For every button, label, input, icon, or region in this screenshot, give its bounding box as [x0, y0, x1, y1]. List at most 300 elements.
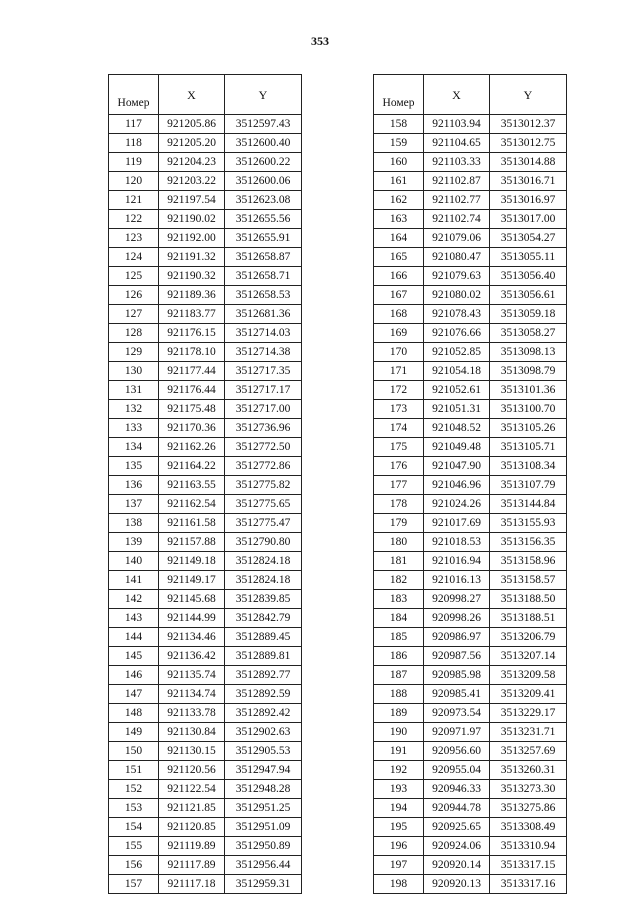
- x-coordinate-cell: 921175.48: [159, 400, 225, 419]
- y-coordinate-cell: 3512889.81: [225, 647, 302, 666]
- x-coordinate-cell: 920998.26: [424, 609, 490, 628]
- number-column-header: Номер: [374, 75, 424, 115]
- x-coordinate-cell: 921164.22: [159, 457, 225, 476]
- table-row: [374, 381, 567, 400]
- y-coordinate-cell: 3513209.41: [490, 685, 567, 704]
- x-coordinate-cell: 921136.42: [159, 647, 225, 666]
- table-row: [374, 191, 567, 210]
- x-coordinate-cell: 920924.06: [424, 837, 490, 856]
- point-number-cell: 117: [109, 115, 159, 134]
- x-coordinate-cell: 921163.55: [159, 476, 225, 495]
- table-row: [109, 837, 302, 856]
- y-coordinate-cell: 3513016.97: [490, 191, 567, 210]
- y-coordinate-cell: 3512623.08: [225, 191, 302, 210]
- table-row: [109, 172, 302, 191]
- x-coordinate-cell: 920998.27: [424, 590, 490, 609]
- table-row: [109, 571, 302, 590]
- point-number-cell: 181: [374, 552, 424, 571]
- table-row: [109, 818, 302, 837]
- x-coordinate-cell: 921078.43: [424, 305, 490, 324]
- x-column-header: X: [424, 75, 490, 115]
- table-row: [374, 419, 567, 438]
- table-row: [109, 438, 302, 457]
- x-coordinate-cell: 921018.53: [424, 533, 490, 552]
- point-number-cell: 198: [374, 875, 424, 894]
- x-coordinate-cell: 921052.61: [424, 381, 490, 400]
- y-coordinate-cell: 3512839.85: [225, 590, 302, 609]
- y-coordinate-cell: 3513144.84: [490, 495, 567, 514]
- x-coordinate-cell: 920987.56: [424, 647, 490, 666]
- point-number-cell: 129: [109, 343, 159, 362]
- table-row: [374, 704, 567, 723]
- x-coordinate-cell: 920920.13: [424, 875, 490, 894]
- y-coordinate-cell: 3513017.00: [490, 210, 567, 229]
- table-row: [374, 609, 567, 628]
- point-number-cell: 171: [374, 362, 424, 381]
- y-coordinate-cell: 3512775.82: [225, 476, 302, 495]
- x-coordinate-cell: 920971.97: [424, 723, 490, 742]
- point-number-cell: 184: [374, 609, 424, 628]
- table-row: [109, 419, 302, 438]
- point-number-cell: 125: [109, 267, 159, 286]
- x-coordinate-cell: 921103.94: [424, 115, 490, 134]
- table-row: [109, 305, 302, 324]
- point-number-cell: 163: [374, 210, 424, 229]
- table-row: [374, 552, 567, 571]
- table-row: [109, 609, 302, 628]
- point-number-cell: 123: [109, 229, 159, 248]
- point-number-cell: 193: [374, 780, 424, 799]
- y-coordinate-cell: 3513188.50: [490, 590, 567, 609]
- y-coordinate-cell: 3513207.14: [490, 647, 567, 666]
- y-coordinate-cell: 3513257.69: [490, 742, 567, 761]
- y-coordinate-cell: 3512842.79: [225, 609, 302, 628]
- y-coordinate-cell: 3513098.79: [490, 362, 567, 381]
- y-coordinate-cell: 3513105.26: [490, 419, 567, 438]
- y-coordinate-cell: 3512775.65: [225, 495, 302, 514]
- x-coordinate-cell: 921204.23: [159, 153, 225, 172]
- point-number-cell: 158: [374, 115, 424, 134]
- point-number-cell: 124: [109, 248, 159, 267]
- point-number-cell: 157: [109, 875, 159, 894]
- point-number-cell: 137: [109, 495, 159, 514]
- x-coordinate-cell: 921047.90: [424, 457, 490, 476]
- table-row: [109, 799, 302, 818]
- x-coordinate-cell: 921079.63: [424, 267, 490, 286]
- point-number-cell: 174: [374, 419, 424, 438]
- y-coordinate-cell: 3513055.11: [490, 248, 567, 267]
- table-row: [109, 704, 302, 723]
- table-row: [109, 115, 302, 134]
- x-coordinate-cell: 921103.33: [424, 153, 490, 172]
- point-number-cell: 183: [374, 590, 424, 609]
- point-number-cell: 130: [109, 362, 159, 381]
- table-row: [374, 172, 567, 191]
- x-coordinate-cell: 921162.26: [159, 438, 225, 457]
- table-row: [374, 818, 567, 837]
- table-row: [374, 248, 567, 267]
- point-number-cell: 150: [109, 742, 159, 761]
- y-coordinate-cell: 3512714.03: [225, 324, 302, 343]
- y-coordinate-cell: 3513229.17: [490, 704, 567, 723]
- point-number-cell: 182: [374, 571, 424, 590]
- point-number-cell: 122: [109, 210, 159, 229]
- table-row: [109, 875, 302, 894]
- table-row: [374, 324, 567, 343]
- table-row: [109, 286, 302, 305]
- x-coordinate-cell: 921049.48: [424, 438, 490, 457]
- table-row: [109, 343, 302, 362]
- table-row: [374, 438, 567, 457]
- y-coordinate-cell: 3512717.00: [225, 400, 302, 419]
- point-number-cell: 160: [374, 153, 424, 172]
- point-number-cell: 135: [109, 457, 159, 476]
- table-row: [374, 115, 567, 134]
- point-number-cell: 156: [109, 856, 159, 875]
- x-coordinate-cell: 921176.44: [159, 381, 225, 400]
- table-row: [109, 362, 302, 381]
- x-coordinate-cell: 921102.74: [424, 210, 490, 229]
- table-row: [374, 305, 567, 324]
- coordinates-table-left: [108, 74, 302, 894]
- y-coordinate-cell: 3513317.16: [490, 875, 567, 894]
- point-number-cell: 119: [109, 153, 159, 172]
- point-number-cell: 134: [109, 438, 159, 457]
- point-number-cell: 136: [109, 476, 159, 495]
- table-row: [374, 362, 567, 381]
- y-coordinate-cell: 3512658.87: [225, 248, 302, 267]
- y-coordinate-cell: 3513098.13: [490, 343, 567, 362]
- x-coordinate-cell: 921197.54: [159, 191, 225, 210]
- table-row: [374, 799, 567, 818]
- y-coordinate-cell: 3513310.94: [490, 837, 567, 856]
- x-coordinate-cell: 921104.65: [424, 134, 490, 153]
- point-number-cell: 153: [109, 799, 159, 818]
- point-number-cell: 140: [109, 552, 159, 571]
- table-row: [374, 286, 567, 305]
- point-number-cell: 141: [109, 571, 159, 590]
- table-row: [374, 229, 567, 248]
- x-coordinate-cell: 921017.69: [424, 514, 490, 533]
- y-coordinate-cell: 3512959.31: [225, 875, 302, 894]
- point-number-cell: 187: [374, 666, 424, 685]
- table-row: [109, 267, 302, 286]
- y-coordinate-cell: 3512889.45: [225, 628, 302, 647]
- table-row: [374, 476, 567, 495]
- table-row: [109, 476, 302, 495]
- y-coordinate-cell: 3512772.86: [225, 457, 302, 476]
- x-coordinate-cell: 921149.17: [159, 571, 225, 590]
- point-number-cell: 143: [109, 609, 159, 628]
- x-coordinate-cell: 921144.99: [159, 609, 225, 628]
- y-coordinate-cell: 3512775.47: [225, 514, 302, 533]
- table-row: [109, 552, 302, 571]
- table-row: [109, 780, 302, 799]
- x-coordinate-cell: 921016.94: [424, 552, 490, 571]
- table-row: [109, 666, 302, 685]
- table-row: [374, 780, 567, 799]
- point-number-cell: 164: [374, 229, 424, 248]
- x-coordinate-cell: 921054.18: [424, 362, 490, 381]
- x-coordinate-cell: 920955.04: [424, 761, 490, 780]
- point-number-cell: 121: [109, 191, 159, 210]
- table-row: [374, 761, 567, 780]
- table-row: [374, 571, 567, 590]
- y-coordinate-cell: 3512736.96: [225, 419, 302, 438]
- table-row: [109, 457, 302, 476]
- x-coordinate-cell: 921191.32: [159, 248, 225, 267]
- y-coordinate-cell: 3512658.71: [225, 267, 302, 286]
- y-coordinate-cell: 3513056.61: [490, 286, 567, 305]
- table-row: [109, 134, 302, 153]
- point-number-cell: 167: [374, 286, 424, 305]
- x-coordinate-cell: 921119.89: [159, 837, 225, 856]
- point-number-cell: 192: [374, 761, 424, 780]
- x-coordinate-cell: 921120.85: [159, 818, 225, 837]
- point-number-cell: 139: [109, 533, 159, 552]
- x-coordinate-cell: 921080.47: [424, 248, 490, 267]
- y-coordinate-cell: 3513158.57: [490, 571, 567, 590]
- x-coordinate-cell: 921135.74: [159, 666, 225, 685]
- table-row: [374, 685, 567, 704]
- y-coordinate-cell: 3512824.18: [225, 571, 302, 590]
- y-coordinate-cell: 3512597.43: [225, 115, 302, 134]
- point-number-cell: 133: [109, 419, 159, 438]
- y-coordinate-cell: 3513012.37: [490, 115, 567, 134]
- table-row: [374, 495, 567, 514]
- y-coordinate-cell: 3513100.70: [490, 400, 567, 419]
- y-column-header: Y: [225, 75, 302, 115]
- y-coordinate-cell: 3513058.27: [490, 324, 567, 343]
- y-coordinate-cell: 3512892.42: [225, 704, 302, 723]
- x-coordinate-cell: 921121.85: [159, 799, 225, 818]
- x-coordinate-cell: 921134.74: [159, 685, 225, 704]
- table-row: [109, 761, 302, 780]
- point-number-cell: 173: [374, 400, 424, 419]
- table-row: [374, 343, 567, 362]
- table-row: [109, 191, 302, 210]
- y-coordinate-cell: 3512655.56: [225, 210, 302, 229]
- x-coordinate-cell: 921076.66: [424, 324, 490, 343]
- point-number-cell: 195: [374, 818, 424, 837]
- x-coordinate-cell: 921189.36: [159, 286, 225, 305]
- x-coordinate-cell: 921177.44: [159, 362, 225, 381]
- x-coordinate-cell: 921130.84: [159, 723, 225, 742]
- y-coordinate-cell: 3513209.58: [490, 666, 567, 685]
- x-coordinate-cell: 921162.54: [159, 495, 225, 514]
- table-row: [374, 457, 567, 476]
- y-coordinate-cell: 3512950.89: [225, 837, 302, 856]
- point-number-cell: 149: [109, 723, 159, 742]
- point-number-cell: 194: [374, 799, 424, 818]
- table-row: [374, 267, 567, 286]
- table-row: [109, 685, 302, 704]
- x-coordinate-cell: 920925.65: [424, 818, 490, 837]
- point-number-cell: 196: [374, 837, 424, 856]
- point-number-cell: 132: [109, 400, 159, 419]
- point-number-cell: 162: [374, 191, 424, 210]
- y-coordinate-cell: 3513273.30: [490, 780, 567, 799]
- table-row: [374, 533, 567, 552]
- table-row: [374, 153, 567, 172]
- point-number-cell: 180: [374, 533, 424, 552]
- point-number-cell: 197: [374, 856, 424, 875]
- point-number-cell: 145: [109, 647, 159, 666]
- coordinates-table-right: [373, 74, 567, 894]
- point-number-cell: 131: [109, 381, 159, 400]
- x-coordinate-cell: 921149.18: [159, 552, 225, 571]
- y-coordinate-cell: 3512600.06: [225, 172, 302, 191]
- table-row: [374, 628, 567, 647]
- y-coordinate-cell: 3513206.79: [490, 628, 567, 647]
- y-coordinate-cell: 3513101.36: [490, 381, 567, 400]
- x-coordinate-cell: 921046.96: [424, 476, 490, 495]
- number-column-header: Номер: [109, 75, 159, 115]
- y-coordinate-cell: 3513105.71: [490, 438, 567, 457]
- point-number-cell: 168: [374, 305, 424, 324]
- point-number-cell: 142: [109, 590, 159, 609]
- x-coordinate-cell: 921117.89: [159, 856, 225, 875]
- table-row: [374, 647, 567, 666]
- point-number-cell: 159: [374, 134, 424, 153]
- y-coordinate-cell: 3512956.44: [225, 856, 302, 875]
- page-number: 353: [311, 34, 329, 48]
- table-row: [374, 837, 567, 856]
- y-coordinate-cell: 3512681.36: [225, 305, 302, 324]
- point-number-cell: 148: [109, 704, 159, 723]
- x-coordinate-cell: 921052.85: [424, 343, 490, 362]
- point-number-cell: 178: [374, 495, 424, 514]
- x-coordinate-cell: 920985.98: [424, 666, 490, 685]
- table-row: [109, 248, 302, 267]
- table-row: [109, 210, 302, 229]
- x-coordinate-cell: 921117.18: [159, 875, 225, 894]
- point-number-cell: 118: [109, 134, 159, 153]
- y-coordinate-cell: 3512600.22: [225, 153, 302, 172]
- x-coordinate-cell: 921016.13: [424, 571, 490, 590]
- y-coordinate-cell: 3513108.34: [490, 457, 567, 476]
- y-coordinate-cell: 3512600.40: [225, 134, 302, 153]
- y-coordinate-cell: 3513056.40: [490, 267, 567, 286]
- table-row: [374, 590, 567, 609]
- x-coordinate-cell: 921130.15: [159, 742, 225, 761]
- point-number-cell: 170: [374, 343, 424, 362]
- point-number-cell: 188: [374, 685, 424, 704]
- point-number-cell: 144: [109, 628, 159, 647]
- point-number-cell: 190: [374, 723, 424, 742]
- y-coordinate-cell: 3513275.86: [490, 799, 567, 818]
- y-coordinate-cell: 3513158.96: [490, 552, 567, 571]
- y-coordinate-cell: 3512790.80: [225, 533, 302, 552]
- x-coordinate-cell: 921190.32: [159, 267, 225, 286]
- table-row: [109, 400, 302, 419]
- table-row: [109, 647, 302, 666]
- y-coordinate-cell: 3513308.49: [490, 818, 567, 837]
- y-coordinate-cell: 3513054.27: [490, 229, 567, 248]
- point-number-cell: 165: [374, 248, 424, 267]
- table-row: [374, 875, 567, 894]
- x-coordinate-cell: 921133.78: [159, 704, 225, 723]
- table-row: [109, 856, 302, 875]
- table-header-row: [109, 75, 302, 115]
- y-coordinate-cell: 3512658.53: [225, 286, 302, 305]
- table-row: [374, 514, 567, 533]
- x-coordinate-cell: 921102.77: [424, 191, 490, 210]
- y-coordinate-cell: 3513016.71: [490, 172, 567, 191]
- table-row: [374, 210, 567, 229]
- table-row: [109, 628, 302, 647]
- table-row: [374, 856, 567, 875]
- x-column-header: X: [159, 75, 225, 115]
- x-coordinate-cell: 921051.31: [424, 400, 490, 419]
- table-row: [109, 533, 302, 552]
- point-number-cell: 177: [374, 476, 424, 495]
- table-row: [109, 495, 302, 514]
- y-coordinate-cell: 3512772.50: [225, 438, 302, 457]
- x-coordinate-cell: 920946.33: [424, 780, 490, 799]
- x-coordinate-cell: 921122.54: [159, 780, 225, 799]
- x-coordinate-cell: 921102.87: [424, 172, 490, 191]
- table-row: [109, 153, 302, 172]
- table-row: [374, 723, 567, 742]
- x-coordinate-cell: 920920.14: [424, 856, 490, 875]
- point-number-cell: 128: [109, 324, 159, 343]
- x-coordinate-cell: 921203.22: [159, 172, 225, 191]
- y-coordinate-cell: 3513155.93: [490, 514, 567, 533]
- y-coordinate-cell: 3512902.63: [225, 723, 302, 742]
- x-coordinate-cell: 921134.46: [159, 628, 225, 647]
- point-number-cell: 179: [374, 514, 424, 533]
- table-row: [109, 381, 302, 400]
- x-coordinate-cell: 920973.54: [424, 704, 490, 723]
- point-number-cell: 175: [374, 438, 424, 457]
- point-number-cell: 127: [109, 305, 159, 324]
- x-coordinate-cell: 920986.97: [424, 628, 490, 647]
- table-body: [109, 115, 302, 894]
- x-coordinate-cell: 921157.88: [159, 533, 225, 552]
- x-coordinate-cell: 921190.02: [159, 210, 225, 229]
- point-number-cell: 151: [109, 761, 159, 780]
- table-row: [374, 400, 567, 419]
- point-number-cell: 138: [109, 514, 159, 533]
- y-coordinate-cell: 3512824.18: [225, 552, 302, 571]
- y-coordinate-cell: 3513231.71: [490, 723, 567, 742]
- y-coordinate-cell: 3513260.31: [490, 761, 567, 780]
- x-coordinate-cell: 921178.10: [159, 343, 225, 362]
- table-header-row: [374, 75, 567, 115]
- y-coordinate-cell: 3513012.75: [490, 134, 567, 153]
- x-coordinate-cell: 921080.02: [424, 286, 490, 305]
- y-coordinate-cell: 3512717.35: [225, 362, 302, 381]
- x-coordinate-cell: 921205.86: [159, 115, 225, 134]
- point-number-cell: 126: [109, 286, 159, 305]
- y-coordinate-cell: 3512947.94: [225, 761, 302, 780]
- x-coordinate-cell: 921205.20: [159, 134, 225, 153]
- table-row: [109, 723, 302, 742]
- x-coordinate-cell: 920944.78: [424, 799, 490, 818]
- point-number-cell: 166: [374, 267, 424, 286]
- table-row: [374, 742, 567, 761]
- y-coordinate-cell: 3512892.77: [225, 666, 302, 685]
- point-number-cell: 161: [374, 172, 424, 191]
- x-coordinate-cell: 921161.58: [159, 514, 225, 533]
- y-coordinate-cell: 3512655.91: [225, 229, 302, 248]
- y-coordinate-cell: 3512717.17: [225, 381, 302, 400]
- table-row: [109, 324, 302, 343]
- y-coordinate-cell: 3513188.51: [490, 609, 567, 628]
- y-coordinate-cell: 3512951.25: [225, 799, 302, 818]
- y-coordinate-cell: 3512714.38: [225, 343, 302, 362]
